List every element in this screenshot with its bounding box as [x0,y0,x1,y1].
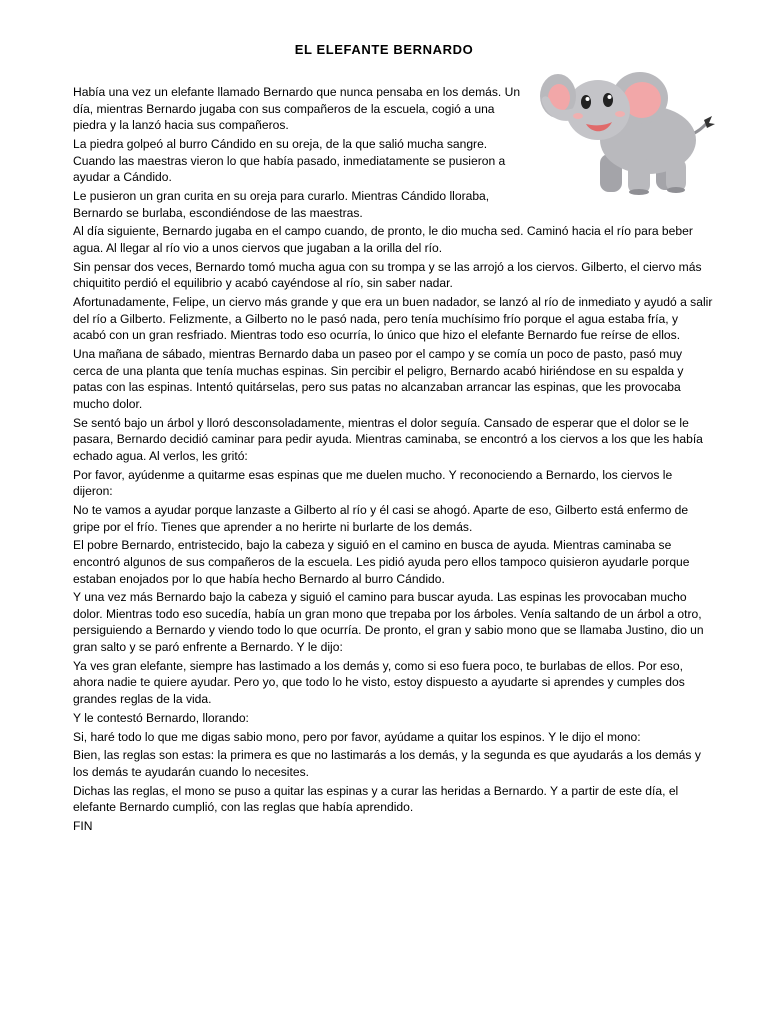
story-paragraph: Se sentó bajo un árbol y lloró desconsoladamente, mientras el dolor seguía. Cansado de esperar que el dolor se le pasara, Bernardo decidió caminar para pedir ayuda. Mientras caminaba, se encontró a los ciervos a los que les había echado agua. Al verlos, les gritó: [73,415,703,463]
story-paragraph: Al día siguiente, Bernardo jugaba en el campo cuando, de pronto, le dio mucha sed. Caminó hacia el río para beber agua. Al llegar al río vio a unos ciervos que jugaban a la orilla del río. [73,224,693,255]
story-ending: FIN [73,819,93,834]
story-paragraph: Le pusieron un gran curita en su oreja para curarlo. Mientras Cándido lloraba, Bernardo se burlaba, escondiéndose de las maestras. [73,188,490,220]
story-paragraph: Si, haré todo lo que me digas sabio mono, pero por favor, ayúdame a quitar los espinos. Y le dijo el mono: [73,729,641,744]
story-paragraph: Una mañana de sábado, mientras Bernardo daba un paseo por el campo y se comía un poco de pasto, pasó muy cerca de una planta que tenía muchas espinas. Sin percibir el peligro, Bernardo acabó hiriéndose en su espalda y patas con las espinas. Intentó quitárselas, pero sus patas no alcanzaban arrancar las espinas, que les provocaba mucho dolor. [73,347,684,411]
story-paragraph: Y le contestó Bernardo, llorando: [73,710,249,725]
story-paragraph: El pobre Bernardo, entristecido, bajo la cabeza y siguió en el camino en busca de ayuda. Mientras caminaba se encontró algunos de sus compañeros de la escuela. Les pidió ayuda pero ellos tampoco quisieron ayudarle porque estaban enojados por lo que había hecho Bernardo al burro Cándido. [73,538,690,586]
story-paragraph: No te vamos a ayudar porque lanzaste a Gilberto al río y él casi se ahogó. Aparte de eso, Gilberto está enfermo de gripe por el frío. Tienes que aprender a no herirte ni burlarte de los demás. [73,502,689,534]
story-paragraph: Bien, las reglas son estas: la primera es que no lastimarás a los demás, y la segunda es que ayudarás a los demás y los demás te ayudarán cuando lo necesites. [73,748,701,779]
story-paragraph: Había una vez un elefante llamado Bernardo que nunca pensaba en los demás. Un día, mientras Bernardo jugaba con sus compañeros de la escuela, cogió a una piedra y la lanzó hacia sus compañeros. [73,85,521,133]
story-paragraph: Y una vez más Bernardo bajo la cabeza y siguió el camino para buscar ayuda. Las espinas les provocaban mucho dolor. Mientras todo eso sucedía, había un gran mono que trepaba por los árboles. Venía saltando de un árbol a otro, persiguiendo a Bernardo y viendo todo lo que ocurría. De pronto, el gran y sabio mono que se llamaba Justino, dio un gran salto y se paró enfrente a Bernardo. Y le dijo: [73,590,704,655]
story-paragraph: Ya ves gran elefante, siempre has lastimado a los demás y, como si eso fuera poco, te burlabas de ellos. Por eso, ahora nadie te quiere ayudar. Pero yo, que todo lo he visto, estoy dispuesto a ayudarte si aprendes y cumples dos grandes reglas de la vida. [73,658,685,707]
story-paragraph: Por favor, ayúdenme a quitarme esas espinas que me duelen mucho. Y reconociendo a Bernardo, los ciervos le dijeron: [73,467,673,499]
story-paragraph: La piedra golpeó al burro Cándido en su oreja, de la que salió mucha sangre. Cuando las maestras vieron lo que había pasado, inmediatamente se pusieron a ayudar a Cándido. [73,136,506,185]
story-paragraph: Sin pensar dos veces, Bernardo tomó mucha agua con su trompa y se las arrojó a los ciervos. Gilberto, el ciervo más chiquitito perdió el equilibrio y acabó cayéndose al río, sin saber nadar. [73,259,702,291]
story-paragraph: Afortunadamente, Felipe, un ciervo más grande y que era un buen nadador, se lanzó al río de inmediato y ayudó a salir del río a Gilberto. Felizmente, a Gilberto no le pasó nada, pero tenía muchísimo frío porque el agua estaba fría, y acabó con un gran resfriado. Mientras todo eso ocurría, lo único que hizo el elefante Bernardo fue reírse de ellos. [73,295,713,343]
story-text [73,84,713,837]
story-paragraph: Dichas las reglas, el mono se puso a quitar las espinas y a curar las heridas a Bernardo. Y a partir de este día, el elefante Bernardo cumplió, con las reglas que había aprendido. [73,783,679,815]
document-title: EL ELEFANTE BERNARDO [294,42,474,57]
